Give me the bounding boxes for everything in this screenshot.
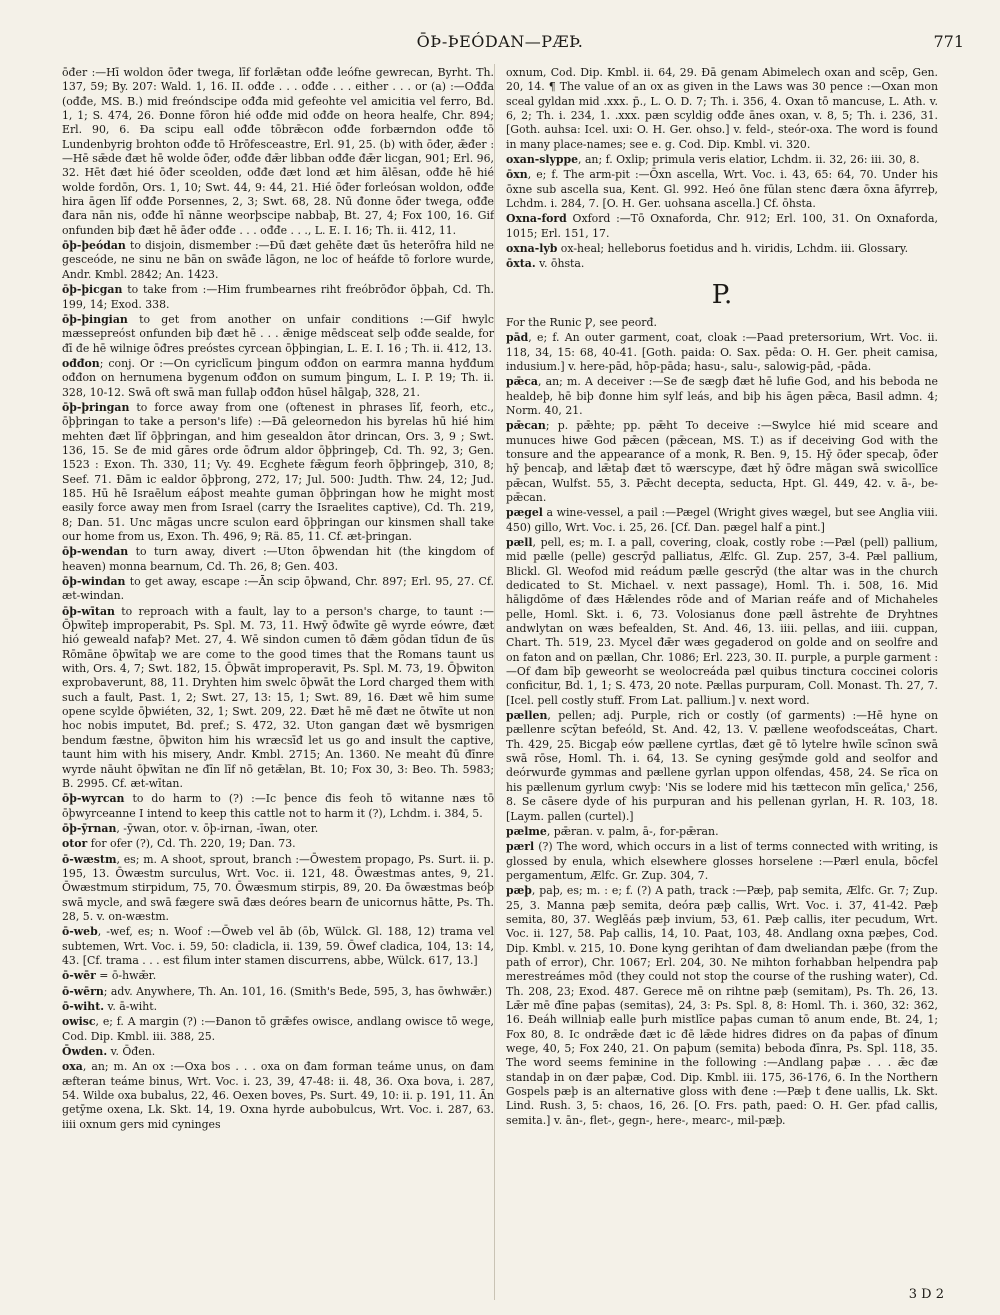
entry-headword: oxan-slyppe [506, 153, 579, 167]
column-divider [494, 64, 495, 1300]
entry-text: v. Ōđen. [107, 1045, 156, 1059]
page-number: 771 [933, 32, 964, 51]
entry-text: to turn away, divert :—Uton ōþwendan hit (the kingdom of heaven) monna bearnum, Cd. Th. 26, 8; Gen. 403. [62, 545, 494, 573]
entry-text: , an; m. A deceiver :—Se đe sægþ đæt hē lufie God, and his beboda ne healdeþ, hē biþ đonne him sylf leás, and biþ his āgen pǣca, Basil admn. 4; Norm. 40, 21. [506, 375, 938, 417]
dictionary-entry [62, 357, 494, 400]
entry-text: to disjoin, dismember :—Đū đæt gehēte đæt ūs heterōfra hild ne gesceóde, ne sinu ne bān on swāđe lāgon, ne loc of heáfde tō forlore wurde, Andr. Kmbl. 2842; An. 1423. [62, 239, 494, 281]
dictionary-entry [62, 313, 494, 356]
entry-headword: pǣcan [506, 419, 546, 433]
dictionary-entry [62, 605, 494, 791]
entry-text: to take from :—Him frumbearnes riht freóbrōđor ōþþah, Cd. Th. 199, 14; Exod. 338. [62, 283, 494, 311]
dictionary-entry [506, 825, 938, 839]
section-letter-heading: P. [711, 279, 733, 310]
dictionary-entry [62, 853, 494, 925]
entry-headword: ōþ-windan [62, 575, 126, 589]
dictionary-entry [506, 153, 938, 167]
dictionary-entry [62, 1045, 494, 1059]
entry-text: , an; f. Oxlip; primula veris elatior, Lchdm. ii. 32, 26: iii. 30, 8. [578, 153, 920, 167]
entry-headword: pægel [506, 506, 543, 520]
entry-headword: pād [506, 331, 529, 345]
entry-headword: ōþ-wyrcan [62, 792, 125, 806]
dictionary-entry [506, 168, 938, 211]
dictionary-entry [62, 545, 494, 574]
entry-text: oxnum, Cod. Dip. Kmbl. ii. 64, 29. Đā genam Abimelech oxan and scēp, Gen. 20, 14. ¶ The value of an ox as given in the Laws was 30 pence :—Oxan mon sceal gyldan mid .xxx. p̄., L. O. D. 7; Th. i. 356, 4. Oxan tō mancuse, L. Ath. v. 6, 2; Th. i. 234, 1. .xxx. pæn scyldig ođđe ānes oxan, v. 8, 5; Th. i. 236, 31. [Goth. auhsa: Icel. uxi: O. H. Ger. ohso.] v. feld-, steór-oxa. The word is found in many place-names; see e. g. Cod. Dip. Kmbl. vi. 320. [506, 66, 938, 151]
entry-text: , -wef, es; n. Woof :—Ōweb vel āb (ōb, Wülck. Gl. 188, 12) trama vel subtemen, Wrt. Voc. i. 59, 50: cladicla, ii. 139, 59. Ōwef cladica, 104, 13: 14, 43. [Cf. trama . . . est filum inter stamen discurrens, abbe, Wülck. 617, 13.] [62, 925, 494, 967]
running-head [0, 30, 1000, 56]
entry-headword: Oxna-ford [506, 212, 567, 226]
entry-text: , pell, es; m. I. a pall, covering, cloak, costly robe :—Pæl (pell) pallium, mid pælle (pelle) gescrȳd palliatus, Ælfc. Gl. Zup. 257, 3-4. Pæl pallium, Blickl. Gl. Weofod mid reádum pælle gescrȳd (the altar was in the church dedicated to St. Michael. v. next passage), Homl. Th. i. 508, 16. Mid hāligdōme of đæs Hǣlendes rōde and of Marian reáfe and of Michaheles pelle, Homl. Skt. i. 6, 73. Volosianus đone pæll āstrehte đe Dryhtnes andwlytan on wæs befealden, St. And. 46, 13. iiii. pellas, and iiii. cuppan, Chart. Th. 519, 23. Mycel đǣr wæs gegaderod on golde and on seolfre and on faton and on pællan, Chr. 1086; Erl. 223, 30. II. purple, a purple garment :—Of đam bīþ geweorht se weolocreáda pæl quibus tinctura coccinei coloris conficitur, Bd. 1, 1; S. 473, 20 note. Pællas purpuram, Coll. Monast. Th. 27, 7. [Icel. pell costly stuff. From Lat. pallium.] v. next word. [506, 535, 938, 707]
entry-headword: ōxn [506, 168, 528, 182]
entry-headword: pǣca [506, 375, 538, 389]
dictionary-entry [62, 1015, 494, 1044]
entry-headword: ō-wērn [62, 984, 104, 998]
dictionary-entry [506, 257, 938, 271]
entry-text: , pellen; adj. Purple, rich or costly (of garments) :—Hē hyne on pællenre scȳtan befeóld, St. And. 42, 13. V. pællene weofodsceátas, Chart. Th. 429, 25. Bicgaþ eów pællene cyrtlas, đæt gē tō lytelre hwīle scīnon swā swā rōse, Homl. Th. i. 64, 13. Se cyning gesȳmde gold and seolfor and deórwurđe gymmas and pællene gyrlan uppon olfendas, 458, 24. Se rīca on his pællenum gyrlum cwyþ: 'Nis se lodere mid his tættecon mīn gelīca,' 256, 8. Se cāsere dyde of his purpuran and his pellenan gyrlan, H. R. 103, 18. [Laym. pallen (curtel).] [506, 709, 938, 823]
entry-headword: ōþ-ȳrnan [62, 821, 117, 835]
entry-headword: owisc [62, 1015, 96, 1029]
entry-headword: ō-web [62, 925, 98, 939]
entry-headword: pæþ [506, 884, 532, 898]
entry-headword: pælme [506, 824, 547, 838]
dictionary-entry [506, 884, 938, 1128]
entry-text: a wine-vessel, a pail :—Pægel (Wright gives wægel, but see Anglia viii. 450) gillo, Wrt. Voc. i. 25, 26. [Cf. Dan. pægel half a pint.] [506, 506, 938, 534]
dictionary-entry [62, 925, 494, 968]
left-column [62, 66, 494, 1133]
entry-headword: ōþ-wītan [62, 604, 115, 618]
dictionary-entry [62, 969, 494, 983]
dictionary-entry [62, 822, 494, 836]
dictionary-entry [62, 239, 494, 282]
entry-headword: ō-wæstm [62, 852, 117, 866]
entry-headword: pællen [506, 709, 548, 723]
dictionary-entry [62, 792, 494, 821]
dictionary-entry [506, 212, 938, 241]
entry-headword: ōþ-þingian [62, 312, 128, 326]
dictionary-entry [506, 419, 938, 505]
dictionary-entry [62, 1000, 494, 1014]
dictionary-entry [62, 401, 494, 544]
entry-headword: pærl [506, 840, 535, 854]
entry-text: (?) The word, which occurs in a list of terms connected with writing, is glossed by enula, which elsewhere glosses horselene :—Pærl enula, bōcfel pergamentum, Ælfc. Gr. Zup. 304, 7. [506, 840, 938, 882]
entry-text: , es; m. A shoot, sprout, branch :—Ōwestem propago, Ps. Surt. ii. p. 195, 13. Ōwæstm surculus, Wrt. Voc. ii. 121, 48. Ōwæstmas antes, 9, 21. Ōwæstmum stirpidum, 75, 70. Ōwæsmum stirpis, 89, 20. Đa ōwæstmas beóþ swā mycle, and swā fægere swā đæs deóres bearn đe unicornus hātte, Ps. Th. 28, 5. v. on-wæstm. [62, 852, 494, 923]
entry-text: ; conj. Or :—On cyriclīcum þingum ođđon on earmra manna hyđđum ođđon on hernumena bygenum ođđon on sumum þingum, L. I. P. 19; Th. ii. 328, 10-12. Swā oft swā man fullaþ ođđon hūsel hālgaþ, 328, 21. [62, 356, 494, 399]
dictionary-entry [506, 536, 938, 708]
entry-text: , e; f. The arm-pit :—Ōxn ascella, Wrt. Voc. i. 43, 65: 64, 70. Under his ōxne sub ascella sua, Kent. Gl. 992. Heó ōne fūlan stenc đæra ōxna āfyrreþ, Lchdm. i. 284, 7. [O. H. Ger. uohsana ascella.] Cf. ōhsta. [506, 168, 938, 211]
entry-text: Oxford :—Tō Oxnaforda, Chr. 912; Erl. 100, 31. On Oxnaforda, 1015; Erl. 151, 17. [506, 212, 938, 240]
entry-text: , an; m. An ox :—Oxa bos . . . oxa on đam forman teáme unus, on đam æfteran teáme binus, Wrt. Voc. i. 23, 39, 47-48: ii. 48, 36. Oxa bova, i. 287, 54. Wilde oxa bubalus, 22, 46. Oexen boves, Ps. Surt. 49, 10: ii. p. 191, 11. Ān getȳme oxena, Lk. Skt. 14, 19. Oxna hyrde aubobulcus, Wrt. Voc. i. 287, 63. iiii oxnum gers mid cyninges [62, 1060, 494, 1131]
entry-text: v. ōhsta. [535, 257, 585, 271]
entry-text: to force away from one (oftenest in phrases līf, feorh, etc., ōþþringan to take a person's life) :—Đā geleornedon his byrelas hū hié him mehten đæt līf ōþþringan, and him gesealdon ātor drincan, Ors. 3, 9 ; Swt. 136, 15. Se đe mid gāres orde ōđrum aldor ōþþringeþ, Cd. Th. 92, 3; Gen. 1523 : Exon. Th. 330, 11; Vy. 49. Ecghete fǣgum feorh ōþþringeþ, 310, 8; Seef. 71. Đām ic ealdor ōþþrong, 272, 17; Jul. 500: Judth. Thw. 24, 12; Jud. 185. Hū hē Israēlum eáþost meahte guman ōþþringan how he might most easily force away men from Israel (carry the Israelites captive), Cd. Th. 219, 8; Dan. 51. Unc māgas uncre sculon eard ōþþringan our kinsmen shall take our home from us, Exon. Th. 496, 9; Rä. 85, 11. Cf. æt-þringan. [62, 400, 494, 543]
running-head-title: ŌÞ-ÞEÓDAN—PÆÞ. [416, 32, 584, 51]
entry-text: to get from another on unfair conditions :—Gif hwylc mæssepreóst onfunden biþ đæt hē . . . ǣnige mēdsceat selþ ođđe sealde, for đī đe hē wilnige ōđres preóstes cyrcean ōþþingian, L. E. I. 16 ; Th. ii. 412, 13. [62, 312, 494, 355]
entry-text: to do harm to (?) :—Ic þence đis feoh tō witanne næs tō ōþwyrceanne I intend to keep this cattle not to harm it (?), Lchdm. i. 384, 5. [62, 792, 494, 820]
entry-headword: otor [62, 837, 88, 851]
entry-text: to get away, escape :—Ān scip ōþwand, Chr. 897; Erl. 95, 27. Cf. æt-windan. [62, 575, 494, 603]
entry-headword: ōþ-þicgan [62, 283, 123, 297]
dictionary-entry [506, 331, 938, 374]
entry-text: , paþ, es; m. : e; f. (?) A path, track :—Pæþ, paþ semita, Ælfc. Gr. 7; Zup. 25, 3. Manna pæþ semita, deóra pæþ callis, Wrt. Voc. i. 37, 41-42. Pæþ semita, 80, 37. Weglēás pæþ invium, 53, 61. Pæþ callis, iter pecudum, Wrt. Voc. ii. 127, 58. Paþ callis, 14, 10. Paat, 103, 48. Andlang oxna pæþes, Cod. Dip. Kmbl. v. 215, 10. Đone kyng gerihtan of đam dweliandan pæþe (from the path of error), Chr. 1067; Erl. 204, 30. Ne mihton forhabban helpendra paþ merestreámes mōd (they could not stop the course of the rushing water), Cd. Th. 208, 23; Exod. 487. Gerece mē on rihtne pæþ (semitam), Ps. Th. 26, 13. Lǣr mē đīne paþas (semitas), 24, 3: Ps. Spl. 8, 8: Homl. Th. i. 360, 32: 362, 16. Đeáh willniaþ ealle þurh mistlīce paþas cuman tō anum ende, Bt. 24, 1; Fox 80, 8. Ic ondrǣde đæt ic đē lǣde hidres đidres on đa paþas of đīnum wege, 40, 5; Fox 240, 21. On paþum (semita) beboda đīnra, Ps. Spl. 118, 35. The word seems feminine in the following :—Andlang paþæ . . . ǣc đæ standaþ in on đær paþæ, Cod. Dip. Kmbl. iii. 175, 36-176, 6. In the Northern Gospels pæþ is an alternative gloss with đene :—Pæþ t đene uallis, Lk. Skt. Lind. Rush. 3, 5: chaos, 16, 26. [O. Frs. path, paed: O. H. Ger. pfad callis, semita.] v. ān-, flet-, gegn-, here-, mearc-, mil-pæþ. [506, 884, 938, 1127]
entry-text: = ō-hwǣr. [95, 969, 157, 983]
dictionary-entry [506, 506, 938, 535]
entry-text: ; adv. Anywhere, Th. An. 101, 16. (Smith's Bede, 595, 3, has ōwhwǣr.) [103, 984, 493, 998]
dictionary-entry [62, 837, 494, 851]
signature-mark: 3 D 2 [908, 1287, 944, 1302]
entry-headword: ōxta. [506, 257, 536, 271]
entry-headword: ođđon [62, 356, 100, 370]
entry-headword: oxa [62, 1060, 83, 1074]
dictionary-entry [62, 985, 494, 999]
dictionary-entry [506, 375, 938, 418]
entry-text: ; p. pǣhte; pp. pǣht To deceive :—Swylce hié mid sceare and munuces hiwe God pǣcen (pǣcean, MS. T.) as if deceiving God with the tonsure and the appearance of a monk, R. Ben. 9, 15. Hȳ ōđer specaþ, ōđer hȳ þencaþ, and lǣtaþ đæt tō wærscype, đæt hȳ ōđre māgan swā swicollīce pǣcan, Wulfst. 55, 3. Pǣcht decepta, seducta, Hpt. Gl. 449, 42. v. ā-, be-pǣcan. [506, 419, 938, 504]
entry-headword: oxna-lyb [506, 242, 558, 256]
entry-text: , pǣran. v. palm, ā-, for-pǣran. [546, 824, 719, 838]
entry-headword: Ōwden. [62, 1045, 108, 1059]
dictionary-entry [62, 283, 494, 312]
entry-headword: ō-wiht. [62, 1000, 105, 1013]
right-column [506, 66, 938, 1129]
entry-headword: ōþ-þringan [62, 400, 130, 414]
entry-text: ōđer :—Hī woldon ōđer twega, līf forlǣtan ođđe leófne gewrecan, Byrht. Th. 137, 59; By. 207: Wald. 1, 16. II. ođđe . . . ođđe . . . either . . . or (a) :—Ođđa (ođđe, MS. B.) mid freóndscipe ođđa mid gefeohte vel amicitia vel ferro, Bd. 1, 1; S. 474, 26. Ðonne fōron hié ođđe mid ođđe on heora healfe, Chr. 894; Erl. 90, 6. Ða scipu eall ođđe tōbrǣcon ođđe forbærndon ođđe tō Lundenbyrig brohton ođđe tō Hrōfesceastre, Erl. 91, 25. (b) with ōđer, ǣđer :—Hē sǣde đæt hē wolde ōđer, ođđe đǣr libban ođđe đǣr licgan, 901; Erl. 96, 32. Hēt đæt hié ōđer sceolden, ođđe đæt lond æt him ālēsan, ođđe hē hié wolde fordōn, Ors. 1, 10; Swt. 44, 9: 44, 21. Hié ōđer forleósan woldon, ođđe hira āgen līf ođđe Porsennes, 2, 3; Swt. 68, 28. Nū đonne ōđer twega, ođđe đara nān nis, ođđe hī nānne weorþscipe nabbaþ, Bt. 27, 4; Fox 100, 16. Gif onfunden biþ đæt hē āđer ođđe . . . ođđe . . ., L. E. I. 16; Th. ii. 412, 11. [62, 66, 494, 237]
entry-headword: ōþ-wendan [62, 545, 129, 559]
entry-text: , e; f. A margin (?) :—Đanon tō grǣfes owisce, andlang owisce tō wege, Cod. Dip. Kmbl. iii. 388, 25. [62, 1015, 494, 1043]
entry-text: , e; f. An outer garment, coat, cloak :—Paad pretersorium, Wrt. Voc. ii. 118, 34, 15: 68, 40-41. [Goth. paida: O. Sax. pēda: O. H. Ger. pheit camisa, indusium.] v. here-pād, hōp-pāda; hasu-, salu-, salowig-pād, -pāda. [506, 331, 938, 373]
dictionary-entry [62, 1060, 494, 1132]
dictionary-entry [506, 709, 938, 824]
entry-headword: ō-wēr [62, 969, 96, 983]
entry-text: For the Runic Ƿ, see peorđ. [506, 315, 657, 329]
dictionary-entry [506, 242, 938, 256]
entry-text: ox-heal; helleborus foetidus and h. viridis, Lchdm. iii. Glossary. [557, 242, 909, 256]
dictionary-entry [62, 66, 494, 238]
dictionary-entry [506, 840, 938, 883]
entry-text: v. ā-wiht. [104, 1000, 158, 1013]
dictionary-entry [506, 316, 938, 330]
dictionary-entry [506, 66, 938, 152]
entry-text: for ofer (?), Cd. Th. 220, 19; Dan. 73. [87, 837, 296, 851]
dictionary-entry [62, 575, 494, 604]
entry-text: , -ȳwan, otor. v. ōþ-irnan, -īwan, oter. [116, 821, 319, 835]
entry-headword: pæll [506, 535, 533, 549]
entry-text: to reproach with a fault, lay to a person's charge, to taunt :—Ōþwīteþ improperabit, Ps. Spl. M. 73, 11. Hwȳ ōđwīte gē wyrde eówre, đæt hió geweald nafaþ? Met. 27, 4. Wē sindon cumen tō đǣm gōdan tīdun đe ūs Rōmāne ōþwītaþ we are come to the good times that the Romans taunt us with, Ors. 4, 7; Swt. 182, 15. Ōþwāt improperavit, Ps. Spl. M. 73, 19. Ōþwiton exprobaverunt, 88, 11. Dryhten him swelc ōþwāt the Lord charged them with such a fault, Past. 1, 2; Swt. 27, 13: 15, 1; Swt. 89, 16. Đæt wē him sume opene scylde ōþwiéten, 32, 1; Swt. 209, 22. Đæt hē mē đæt ne ōtwīte ut non hoc nobis imputet, Bd. pref.; S. 472, 32. Uton gangan đæt wē bysmrigen bendum fæstne, ōþwiton him his wræcsīđ let us go and insult the captive, taunt him with his misery, Andr. Kmbl. 2715; An. 1360. Ne meaht đū đīnre wyrde nāuht ōþwītan ne đīn līf nō getǣlan, Bt. 10; Fox 30, 3: Beo. Th. 5983; B. 2995. Cf. æt-wītan. [62, 604, 494, 790]
entry-headword: ōþ-þeódan [62, 239, 126, 253]
